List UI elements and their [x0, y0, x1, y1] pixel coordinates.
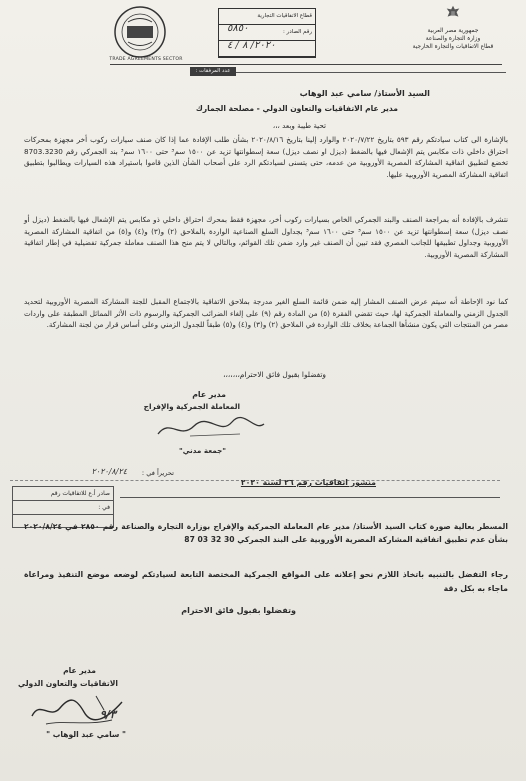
closing: وتفضلوا بقبول فائق الاحترام،،،،،،، [223, 370, 326, 379]
circular-signature-icon [26, 690, 136, 730]
paragraph-3: كما نود الإحاطة أنه سيتم عرض الصنف المشار إليه ضمن قائمة السلع الغير مدرجة بملاحق الاتفاقية بالاجتماع المقبل للجنة المشاركة المصرية الأوروبية لتحديد الجدول الزمني والمعاملة الجمركية لها، حيث تقضي الفقرة (٥) من المادة رقم (٩) على إلغاء الضرائب الجمركية والرسوم ذات الأثر المماثل المطبقة على واردات مصر من المنتجات التي يكون منشأها الجماعة بخلاف تلك الواردة في الملاحق (٢) و(٣) و(٤) و(٥) طبقاً للجدول الزمني وعلى أساس قرار من لجنة المشاركة. [24, 297, 508, 330]
paragraph-2: نتشرف بالإفادة أنه بمراجعة الصنف والبند الجمركي الخاص بسيارات ركوب أخر، مجهزة فقط بمحرك احتراق داخلي ذو مكابس يتم الإشعال فيها بالضغط (ديزل أو نصف ديزل) سعة إسطوانتها تزيد عن ١٥٠٠ سم³ حتى ١٦٠٠ سم³ بجداول السلع الصناعية الواردة بالملاحق (٢) و(٣) و(٤) و(٥) من اتفاقية المشاركة المصرية الأوروبية وجداول تطبيقها للجانب المصري فقد تبين أن الصنف غير وارد ضمن تلك القوائم، وبالتالي لا يتم منح هذا الصنف معاملة جمركية تفضيلية في إطار اتفاقية المشاركة المصرية الأوروبية. [24, 215, 509, 259]
signatory-department: المعاملة الجمركية والإفراج [143, 402, 240, 411]
addressee-title: مدير عام الاتفاقيات والتعاون الدولي - مصلحة الجمارك [195, 104, 398, 113]
circular-signatory-title: مدير عام [63, 666, 96, 675]
register-date: ٢٠٢٠/ ٨ / ٤ [227, 40, 276, 51]
letterhead [398, 4, 508, 51]
seal-logo-icon [113, 5, 167, 59]
circular-closing: وتفضلوا بقبول فائق الاحترام [181, 606, 296, 615]
written-label: تحريراً في : [141, 469, 174, 477]
header-rule-2 [236, 72, 506, 73]
title-rule [120, 497, 500, 498]
sent-label: صادر أ.ع للاتفاقيات رقم [13, 487, 113, 501]
header-rule [110, 64, 502, 65]
trade-agreements-logo [113, 5, 167, 59]
register-number: ٥٨٥٠ [227, 23, 249, 34]
country-name: جمهورية مصر العربية [427, 28, 479, 34]
sector-name: قطاع الاتفاقيات والتجارة الخارجية [412, 44, 494, 50]
logo-caption: TRADE AGREEMENTS SECTOR [109, 57, 183, 62]
register-number-label: رقم الصادر : [219, 25, 315, 41]
circular-title: منشور اتفاقيات رقم ٢٦ لسنة ٢٠٢٠ [240, 478, 376, 487]
addressee: السيد الأستاذ/ سامي عبد الوهاب [299, 88, 430, 98]
attachments-label: عدد المرفقات : [190, 67, 236, 76]
circular-sign-date: ٩/٣ [100, 708, 116, 721]
paragraph-1: بالإشارة الى كتاب سيادتكم رقم ٥٩٣ بتاريخ ٢٠٢٠/٧/٢٢ والوارد إلينا بتاريخ ٢٠٢٠/٨/١٦ بشأن طلب الإفادة عما إذا كان صنف سيارات ركوب أخر مجهزة بمحركات احتراق داخلي ذات مكابس يتم الإشعال فيها بالضغط (ديزل او نصف ديزل) سعة إسطوانتها تزيد عن ١٥٠٠ سم³ حتى ١٦٠٠ سم³ بند الجمركي رقم 8703.3230 تخضع لتطبيق اتفاقية المشاركة المصرية الأوروبية من عدمه، حتى يتسنى لسيادتكم الرد على أصحاب الشأن الذين قاموا باستيراد هذه السيارات ويطالبوا بتطبيق اتفاقية المشاركة المصرية الأوروبية عليها. [24, 135, 508, 179]
handwritten-signature-icon [150, 414, 270, 442]
outgoing-register-stamp [218, 8, 316, 58]
circular-signatory-department: الاتفاقيات والتعاون الدولي [18, 679, 118, 688]
signatory-title: مدير عام [192, 390, 226, 399]
register-label: قطاع الاتفاقيات التجارية [219, 9, 315, 25]
circular-signatory-name: " سامي عبد الوهاب " [46, 730, 126, 739]
ministry-name: وزارة التجارة والصناعة [425, 36, 481, 42]
in-label: في : [13, 501, 113, 515]
circular-request: رجاء التفضل بالتنبيه باتخاذ اللازم نحو إعلانه على المواقع الجمركية المختصة التابعة لسيادتكم لوضعه موضع التنفيذ ومراعاة ماجاء به بكل دقة [24, 570, 508, 593]
eagle-emblem-icon [444, 4, 462, 22]
signatory-name: "جمعة مدني" [179, 446, 226, 455]
greeting: تحية طيبة وبعد ،،، [272, 121, 326, 130]
written-date: ٢٠٢٠/٨/٢٤ [91, 467, 127, 476]
circular-body: المسطر بعالية صورة كتاب السيد الأستاذ/ مدير عام المعاملة الجمركية والإفراج بوزارة التجارة والصناعة رقم ٢٨٥٠ في ٢٠٢٠/٨/٢٤ بشأن عدم تطبيق اتفاقية المشاركة المصرية الأوروبية على البند الجمركي 30 32 03 87 [24, 522, 508, 544]
